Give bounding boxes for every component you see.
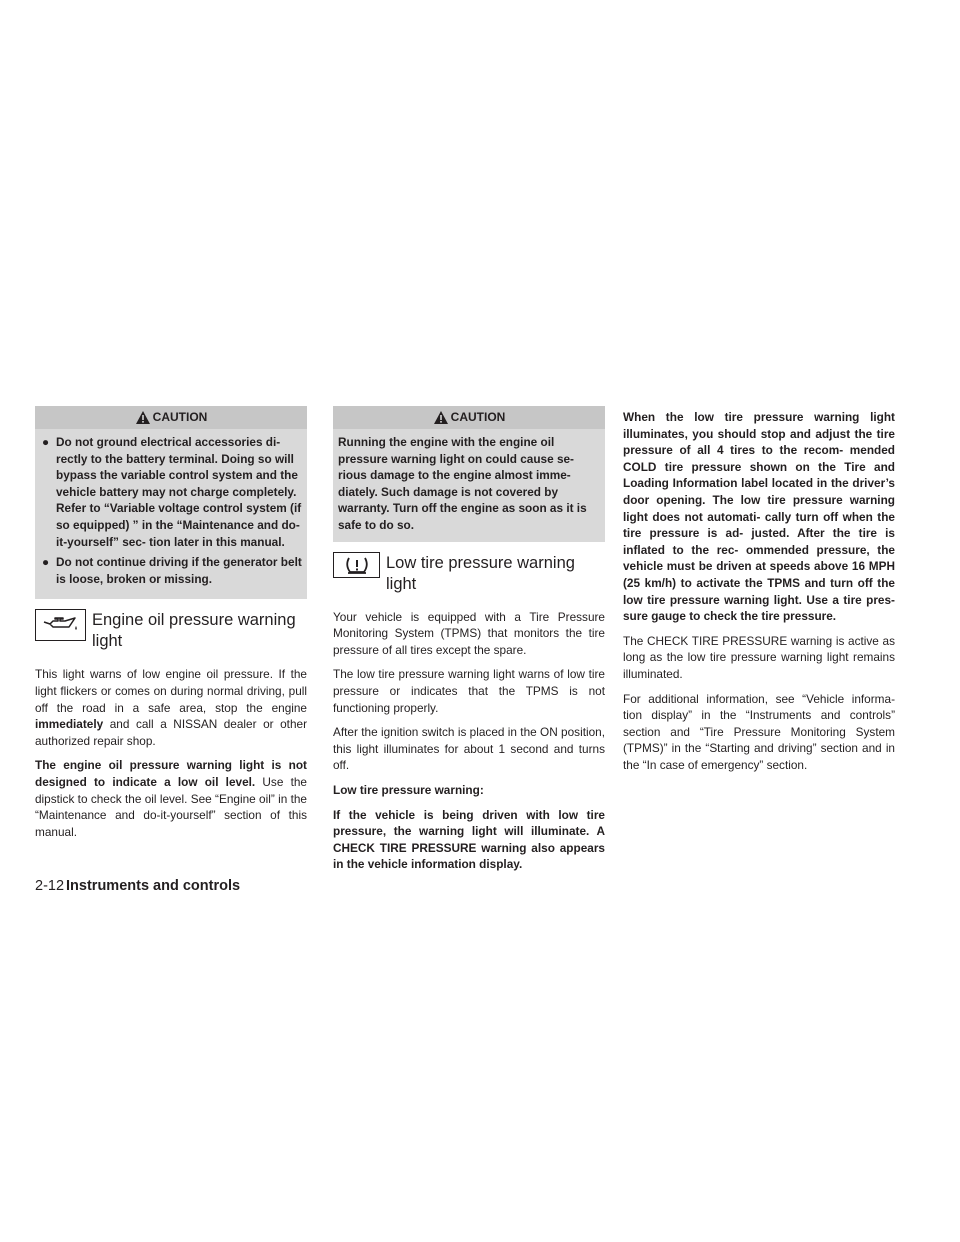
caution-title: CAUTION (152, 410, 208, 425)
caution-bullet: ● Do not ground electrical accessories di- rectly to the battery terminal. Doing so will bypass the variable control system and the vehicle battery may not charge completely. Refer to “Variable voltage control system (if so equipped) ” in the “Maintenance and do-it-yourself” sec- tion later in this manual. (42, 435, 302, 549)
paragraph: The engine oil pressure warning light is not designed to indicate a low oil level. Use the dipstick to check the oil level. See “Engine oil” in the “Maintenance and do-it-yourself” section of this manual. (35, 758, 307, 839)
caution-bullet: ● Do not continue driving if the generator belt is loose, broken or missing. (42, 555, 302, 586)
paragraph: The low tire pressure warning light warns of low tire pressure or indicates that the TPMS is not functioning properly. (333, 667, 605, 715)
section-heading-tire (333, 552, 605, 595)
section-name: Instruments and controls (66, 878, 241, 894)
tire-pressure-icon (333, 552, 380, 578)
caution-title: CAUTION (450, 410, 506, 425)
paragraph: When the low tire pressure warning light illuminates, you should stop and adjust the tire pressure of all 4 tires to the recom- mended COLD tire pressure shown on the Tire and Loading Information label located in the driver’s door opening. The low tire pressure warning light does not automati- cally turn off when the tire pressure is ad- justed. After the tire is inflated to the rec- ommended pressure, the vehicle must be driven at speeds above 16 MPH (25 km/h) to activate the TPMS and turn off the low tire pressure warning light. Use a tire pres- sure gauge to check the tire pressure. (623, 410, 895, 624)
caution-box-2 (333, 406, 605, 542)
warning-triangle-icon (433, 410, 449, 425)
paragraph: This light warns of low engine oil pressure. If the light flickers or comes on during normal driving, pull off the road in a safe area, stop the engine immediately and call a NISSAN dealer or other authorized repair shop. (35, 667, 307, 748)
page-number: 2-12 (35, 878, 65, 894)
section-title: Low tire pressure warning light (386, 553, 575, 593)
column-3 (623, 409, 895, 781)
paragraph: Your vehicle is equipped with a Tire Pressure Monitoring System (TPMS) that monitors the tire pressure of all tires except the spare. (333, 609, 605, 657)
paragraph: The CHECK TIRE PRESSURE warning is active as long as the low tire pressure warning light remains illuminated. (623, 633, 895, 681)
paragraph: After the ignition switch is placed in the ON position, this light illuminates for about 1 second and turns off. (333, 725, 605, 773)
caution-text: Running the engine with the engine oil pressure warning light on could cause se- rious damage to the engine almost imme- diately. Such damage is not covered by warranty. Turn off the engine as soon as it is safe to do so. (338, 435, 587, 532)
page-footer (35, 878, 240, 894)
warning-triangle-icon (135, 410, 151, 425)
caution-box-1 (35, 406, 307, 599)
paragraph: For additional information, see “Vehicle informa- tion display” in the “Instruments and controls” section and “Tire Pressure Monitoring System (TPMS)” in the “Starting and driving” section and in the “In case of emergency” section. (623, 691, 895, 772)
column-2 (333, 406, 605, 881)
section-title: Engine oil pressure warning light (92, 611, 296, 651)
section-heading-oil (35, 609, 307, 652)
oil-can-icon (35, 609, 86, 641)
column-1 (35, 406, 307, 848)
subheading: Low tire pressure warning: (333, 782, 484, 797)
paragraph: If the vehicle is being driven with low tire pressure, the warning light will illuminate. A CHECK TIRE PRESSURE warning also appears in the vehicle information display. (333, 807, 605, 872)
